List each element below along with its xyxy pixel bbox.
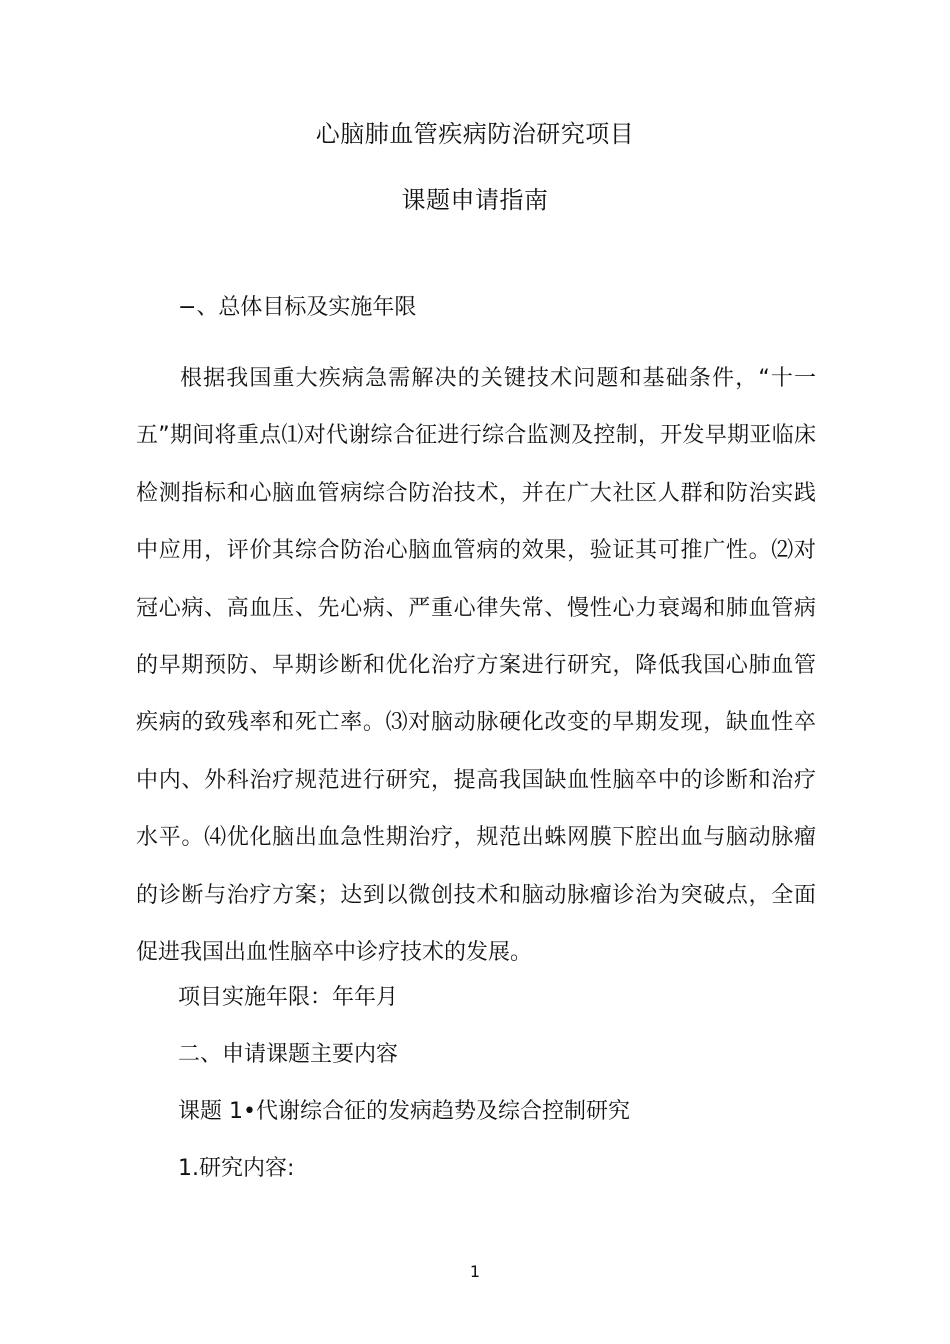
section-1-body-paragraph: 根据我国重大疾病急需解决的关键技术问题和基础条件，“十一五”期间将重点⑴对代谢综合征进行综合监测及控制，开发早期亚临床检测指标和心脑血管病综合防治技术，并在广大社区人群和防治实践中应用，评价其综合防治心脑血管病的效果，验证其可推广性。⑵对冠心病、高血压、先心病、严重心律失常、慢性心力衰竭和肺血管病的早期预防、早期诊断和优化治疗方案进行研究，降低我国心肺血管疾病的致残率和死亡率。⑶对脑动脉硬化改变的早期发现，缺血性卒中内、外科治疗规范进行研究，提高我国缺血性脑卒中的诊断和治疗水平。⑷优化脑出血急性期治疗，规范出蛛网膜下腔出血与脑动脉瘤的诊断与治疗方案；达到以微创技术和脑动脉瘤诊治为突破点，全面促进我国出血性脑卒中诊疗技术的发展。	[136, 366, 816, 966]
section-1-heading: −、总体目标及实施年限	[178, 295, 417, 320]
document-subtitle: 课题申请指南	[401, 186, 549, 214]
section-2-heading: 二、申请课题主要内容	[178, 1042, 399, 1067]
document-title: 心脑肺血管疾病防治研究项目	[315, 120, 635, 148]
research-content-label: 1.研究内容:	[178, 1156, 295, 1181]
topic-1-heading: 课题 1•代谢综合征的发病趋势及综合控制研究	[178, 1099, 630, 1124]
implementation-period: 项目实施年限：年年月	[178, 985, 399, 1010]
page-number: 1	[469, 1262, 481, 1281]
